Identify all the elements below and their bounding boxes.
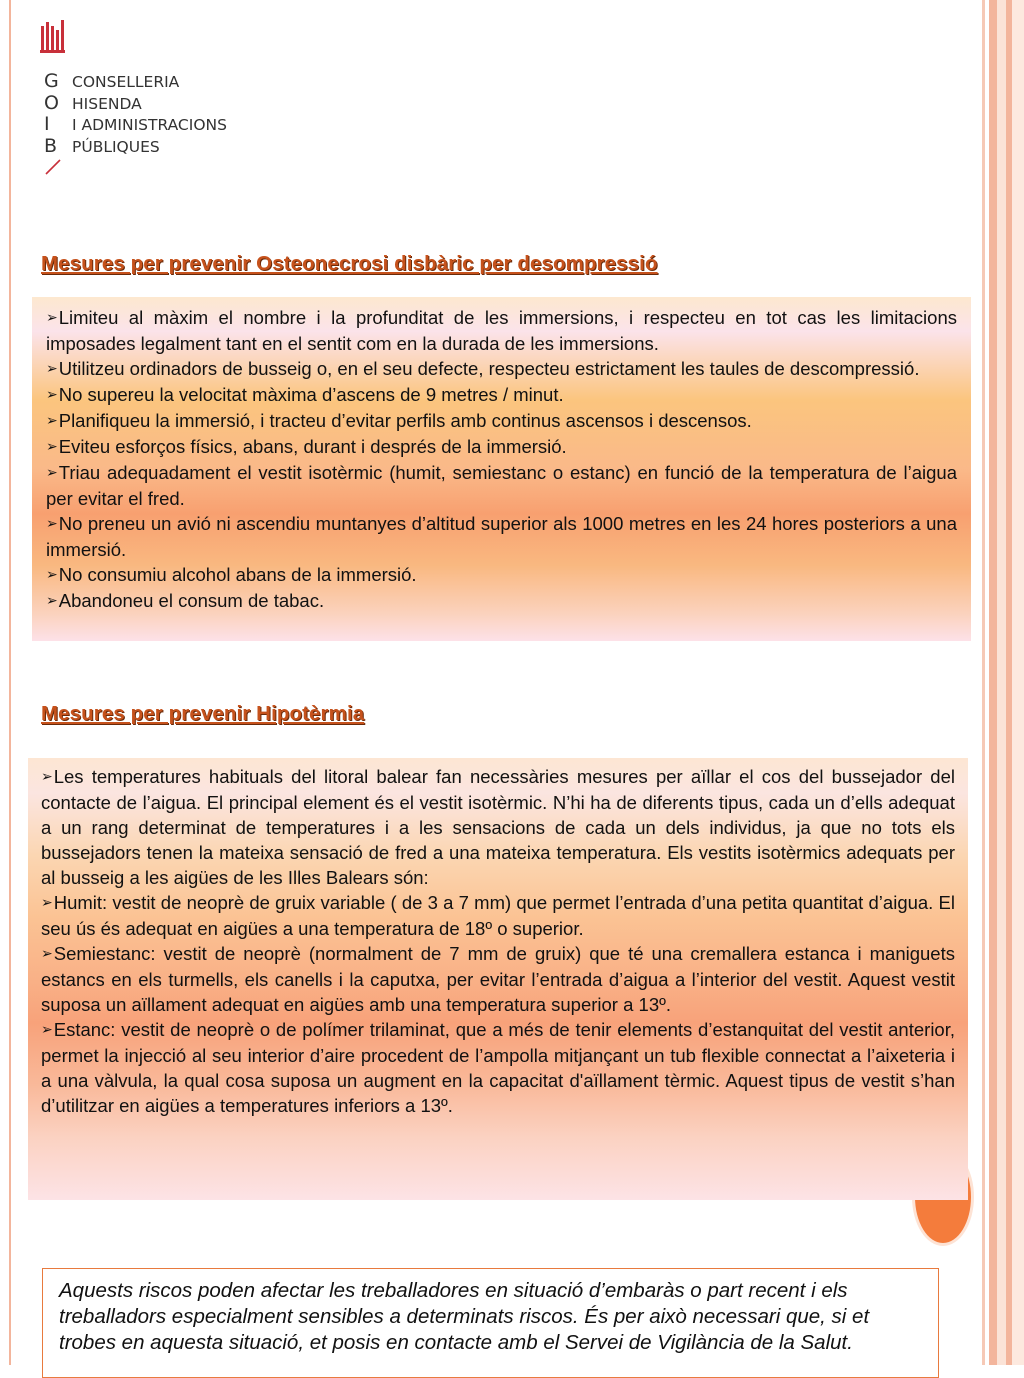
list-item	[46, 408, 957, 434]
goib-logo-icon	[40, 20, 66, 60]
hypothermia-measures-box	[28, 758, 968, 1200]
pregnancy-sensitivity-note	[42, 1268, 939, 1378]
arrow-bullet-icon: ➢	[46, 439, 58, 455]
logo-letter: I	[44, 113, 50, 135]
right-decorative-stripes	[976, 0, 1024, 1365]
list-item-text: Estanc: vestit de neoprè o de polímer trilaminat, que a més de tenir elements d’estanquitat del vestit anterior, permet la injecció al seu interior d’aire procedent de l’ampolla mitjançant un tub flexible connectat a l’aixeteria i a una vàlvula, la qual cosa suposa un augment en la capacitat d'aïllament tèrmic. Aquest tipus de vestit s’han d’utilitzar en aigües a temperatures inferiors a 13º.	[41, 1019, 955, 1116]
list-item-text: Abandoneu el consum de tabac.	[58, 590, 325, 611]
list-item-text: Semiestanc: vestit de neoprè (normalment de 7 mm de gruix) que té una cremallera estanca i maniguets estancs en els turmells, els canells i la caputxa, per evitar l’entrada d’aigua a l’interior del vestit. Aquest vestit suposa un aïllament adequat en aigües amb una temperatura superior a 13º.	[41, 943, 955, 1015]
list-item	[46, 305, 957, 356]
logo-line: I ADMINISTRACIONS	[72, 116, 227, 134]
list-item-text: Planifiqueu la immersió, i tracteu d’evitar perfils amb continus ascensos i descensos.	[58, 410, 752, 431]
arrow-bullet-icon: ➢	[46, 593, 58, 609]
logo-slash-icon	[44, 158, 62, 176]
list-item	[41, 764, 955, 890]
list-item-text: No supereu la velocitat màxima d’ascens de 9 metres / minut.	[58, 384, 564, 405]
left-border-line	[9, 0, 11, 1365]
logo-line: HISENDA	[72, 94, 142, 113]
arrow-bullet-icon: ➢	[41, 946, 53, 962]
list-item	[46, 588, 957, 614]
list-item-text: No preneu un avió ni ascendiu muntanyes d’altitud superior als 1000 metres en les 24 hores posteriors a una immersió.	[46, 513, 957, 560]
list-item-text: Humit: vestit de neoprè de gruix variable ( de 3 a 7 mm) que permet l’entrada d’una petita quantitat d’aigua. El seu ús és adequat en aigües a una temperatura de 18º o superior.	[41, 892, 955, 939]
logo-letter: O	[44, 91, 59, 114]
osteonecrosis-measures-box	[32, 297, 971, 641]
section-title-osteonecrosis: Mesures per prevenir Osteonecrosi disbàric per desompressió	[41, 252, 658, 275]
arrow-bullet-icon: ➢	[46, 310, 58, 326]
list-item	[46, 511, 957, 562]
list-item-text: Les temperatures habituals del litoral balear fan necessàries mesures per aïllar el cos del bussejador del contacte de l’aigua. El principal element és el vestit isotèrmic. N’hi ha de diferents tipus, cada un d’ells adequat a un rang determinat de temperatures i a les sensacions de cada un dels individus, ja que no tots els bussejadors tenen la mateixa sensació de fred a una mateixa temperatura. Els vestits isotèrmics adequats per al busseig a les aigües de les Illes Balears són:	[41, 766, 955, 888]
list-item-text: Limiteu al màxim el nombre i la profunditat de les immersions, i respecteu en tot cas les limitacions imposades legalment tant en el sentit com en la durada de les immersions.	[46, 307, 957, 354]
section-title-hypothermia: Mesures per prevenir Hipotèrmia	[41, 702, 365, 725]
list-item	[41, 1017, 955, 1118]
logo-letter: B	[44, 134, 58, 157]
arrow-bullet-icon: ➢	[46, 465, 58, 481]
list-item	[46, 460, 957, 511]
arrow-bullet-icon: ➢	[46, 516, 58, 532]
list-item-text: Utilitzeu ordinadors de busseig o, en el seu defecte, respecteu estrictament les taules de descompressió.	[58, 358, 920, 379]
list-item	[46, 562, 957, 588]
list-item	[41, 890, 955, 941]
logo-letter: G	[44, 70, 59, 92]
list-item	[46, 356, 957, 382]
logo-line: PÚBLIQUES	[72, 137, 160, 156]
arrow-bullet-icon: ➢	[46, 387, 58, 403]
list-item	[46, 434, 957, 460]
list-item	[46, 382, 957, 408]
arrow-bullet-icon: ➢	[41, 895, 53, 911]
note-text: Aquests riscos poden afectar les treballadores en situació d’embaràs o part recent i els treballadors especialment sensibles a determinats riscos. És per això necessari que, si et trobes en aquesta situació, et posis en contacte amb el Servei de Vigilància de la Salut.	[59, 1279, 870, 1354]
arrow-bullet-icon: ➢	[46, 361, 58, 377]
arrow-bullet-icon: ➢	[46, 567, 58, 583]
list-item-text: No consumiu alcohol abans de la immersió.	[58, 564, 417, 585]
list-item-text: Triau adequadament el vestit isotèrmic (humit, semiestanc o estanc) en funció de la temperatura de l’aigua per evitar el fred.	[46, 462, 957, 509]
logo-letters	[44, 71, 64, 157]
logo-department-name	[72, 72, 302, 158]
logo-line: CONSELLERIA	[72, 73, 180, 91]
arrow-bullet-icon: ➢	[46, 413, 58, 429]
arrow-bullet-icon: ➢	[41, 1022, 53, 1038]
arrow-bullet-icon: ➢	[41, 769, 53, 785]
list-item-text: Eviteu esforços físics, abans, durant i després de la immersió.	[58, 436, 567, 457]
list-item	[41, 941, 955, 1017]
